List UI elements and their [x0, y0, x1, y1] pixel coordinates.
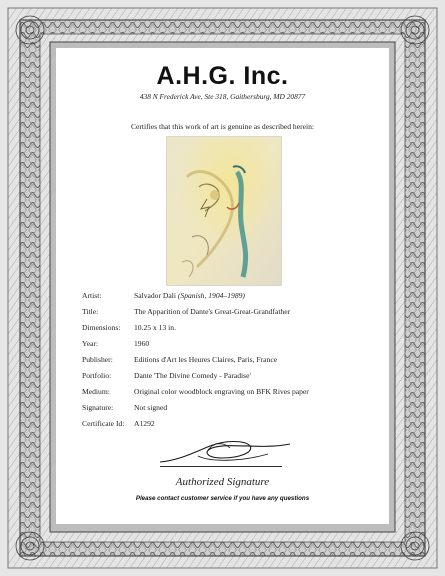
detail-label: Dimensions: [82, 322, 121, 332]
detail-value: Dante 'The Divine Comedy - Paradise' [134, 370, 251, 380]
detail-label: Title: [82, 306, 99, 316]
detail-label: Medium: [82, 386, 110, 396]
detail-value: Editions d'Art les Heures Claires, Paris, France [134, 354, 278, 364]
detail-row-certificate-id [82, 415, 382, 431]
contact-note: Please contact customer service if you have any questions [135, 495, 310, 502]
detail-value: A1292 [134, 418, 155, 428]
detail-row-signature [82, 399, 382, 415]
artwork-thumbnail [166, 136, 282, 286]
detail-row-portfolio [82, 367, 382, 383]
detail-row-title [82, 303, 382, 319]
detail-row-publisher [82, 351, 382, 367]
detail-row-dimensions [82, 319, 382, 335]
detail-value: 1960 [134, 338, 150, 348]
detail-value: 10.25 x 13 in. [134, 322, 176, 332]
detail-row-year [82, 335, 382, 351]
detail-label: Publisher: [82, 354, 113, 364]
detail-row-medium [82, 383, 382, 399]
certification-statement: Certifies that this work of art is genuine as described herein: [130, 122, 315, 131]
company-address: 438 N Frederick Ave, Ste 318, Gaithersburg, MD 20877 [139, 92, 306, 101]
detail-label: Year: [82, 338, 99, 348]
artist-dates: (Spanish, 1904–1989) [177, 290, 245, 300]
detail-value: Not signed [134, 402, 168, 412]
detail-value: Original color woodblock engraving on BFK Rives paper [134, 386, 309, 396]
detail-label: Certificate Id: [82, 418, 125, 428]
company-name: A.H.G. Inc. [156, 62, 289, 90]
signature-line [160, 466, 282, 467]
artwork-details [82, 287, 382, 431]
signature-caption: Authorized Signature [175, 476, 270, 488]
detail-label: Portfolio: [82, 370, 112, 380]
detail-label: Signature: [82, 402, 114, 412]
detail-label: Artist: [82, 290, 102, 300]
detail-value: The Apparition of Dante's Great-Great-Grandfather [134, 306, 291, 316]
detail-row-artist [82, 287, 382, 303]
detail-value: Salvador Dali (Spanish, 1904–1989) [134, 290, 245, 300]
